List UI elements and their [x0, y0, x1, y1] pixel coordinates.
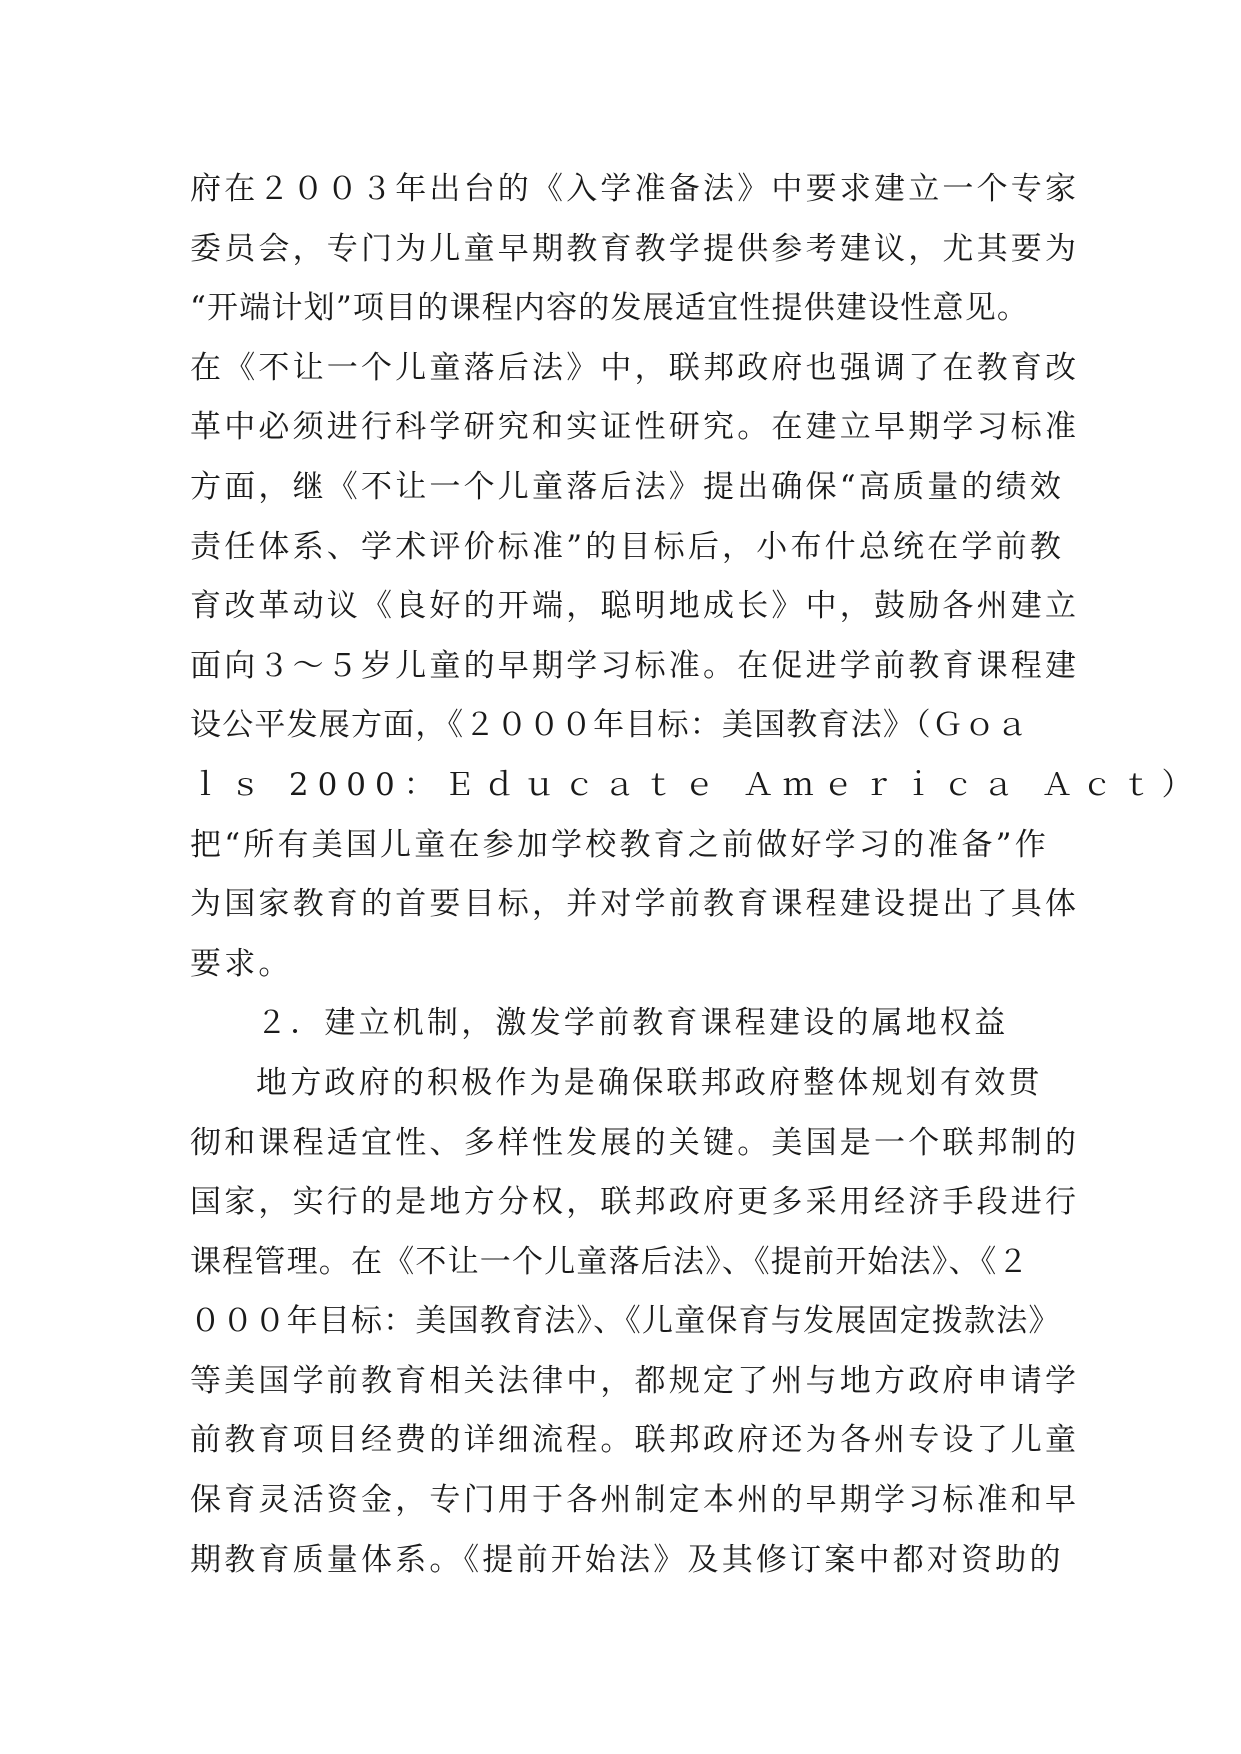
text-line: 府在２００３年出台的《入学准备法》中要求建立一个专家 [190, 171, 1080, 207]
text-line: 要求。 [190, 945, 293, 982]
text-line: 把“所有美国儿童在参加学校教育之前做好学习的准备”作 [190, 826, 1049, 863]
body-text [190, 160, 1202, 1590]
text-line: 期教育质量体系。《提前开始法》及其修订案中都对资助的 [190, 1541, 1064, 1578]
subsection-heading: ２．建立机制，激发学前教育课程建设的属地权益 [256, 1005, 1009, 1042]
text-line: 彻和课程适宜性、多样性发展的关键。美国是一个联邦制的 [190, 1124, 1080, 1161]
text-line: ０００年目标：美国教育法》、《儿童保育与发展固定拨款法》 [190, 1303, 1061, 1340]
text-line: 前教育项目经费的详细流程。联邦政府还为各州专设了儿童 [190, 1422, 1080, 1459]
text-line: 等美国学前教育相关法律中，都规定了州与地方政府申请学 [190, 1362, 1080, 1399]
text-line: 为国家教育的首要目标，并对学前教育课程建设提出了具体 [190, 886, 1080, 923]
text-line: 课程管理。在《不让一个儿童落后法》、《提前开始法》、《２ [190, 1243, 1030, 1280]
text-line: 面向３～５岁儿童的早期学习标准。在促进学前教育课程建 [190, 647, 1080, 684]
paragraph-first-line: 地方政府的积极作为是确保联邦政府整体规划有效贯 [256, 1064, 1043, 1101]
text-line: 方面，继《不让一个儿童落后法》提出确保“高质量的绩效 [190, 468, 1065, 505]
text-line: 在《不让一个儿童落后法》中，联邦政府也强调了在教育改 [190, 349, 1080, 386]
text-line: 责任体系、学术评价标准”的目标后，小布什总统在学前教 [190, 528, 1065, 565]
text-line: 保育灵活资金，专门用于各州制定本州的早期学习标准和早 [190, 1482, 1080, 1519]
text-line: 委员会，专门为儿童早期教育教学提供参考建议，尤其要为 [190, 230, 1080, 267]
text-line: 国家，实行的是地方分权，联邦政府更多采用经济手段进行 [190, 1184, 1080, 1221]
text-line: ｌｓ 2000：Ｅｄｕｃａｔｅ Ａｍｅｒｉｃａ Ａｃｔ） [190, 766, 1202, 803]
text-line: 革中必须进行科学研究和实证性研究。在建立早期学习标准 [190, 409, 1080, 446]
text-line: 设公平发展方面，《２０００年目标：美国教育法》（Ｇｏａ [190, 707, 1029, 744]
text-line: “开端计划”项目的课程内容的发展适宜性提供建设性意见。 [190, 290, 1030, 327]
text-line: 育改革动议《良好的开端，聪明地成长》中，鼓励各州建立 [190, 588, 1080, 625]
